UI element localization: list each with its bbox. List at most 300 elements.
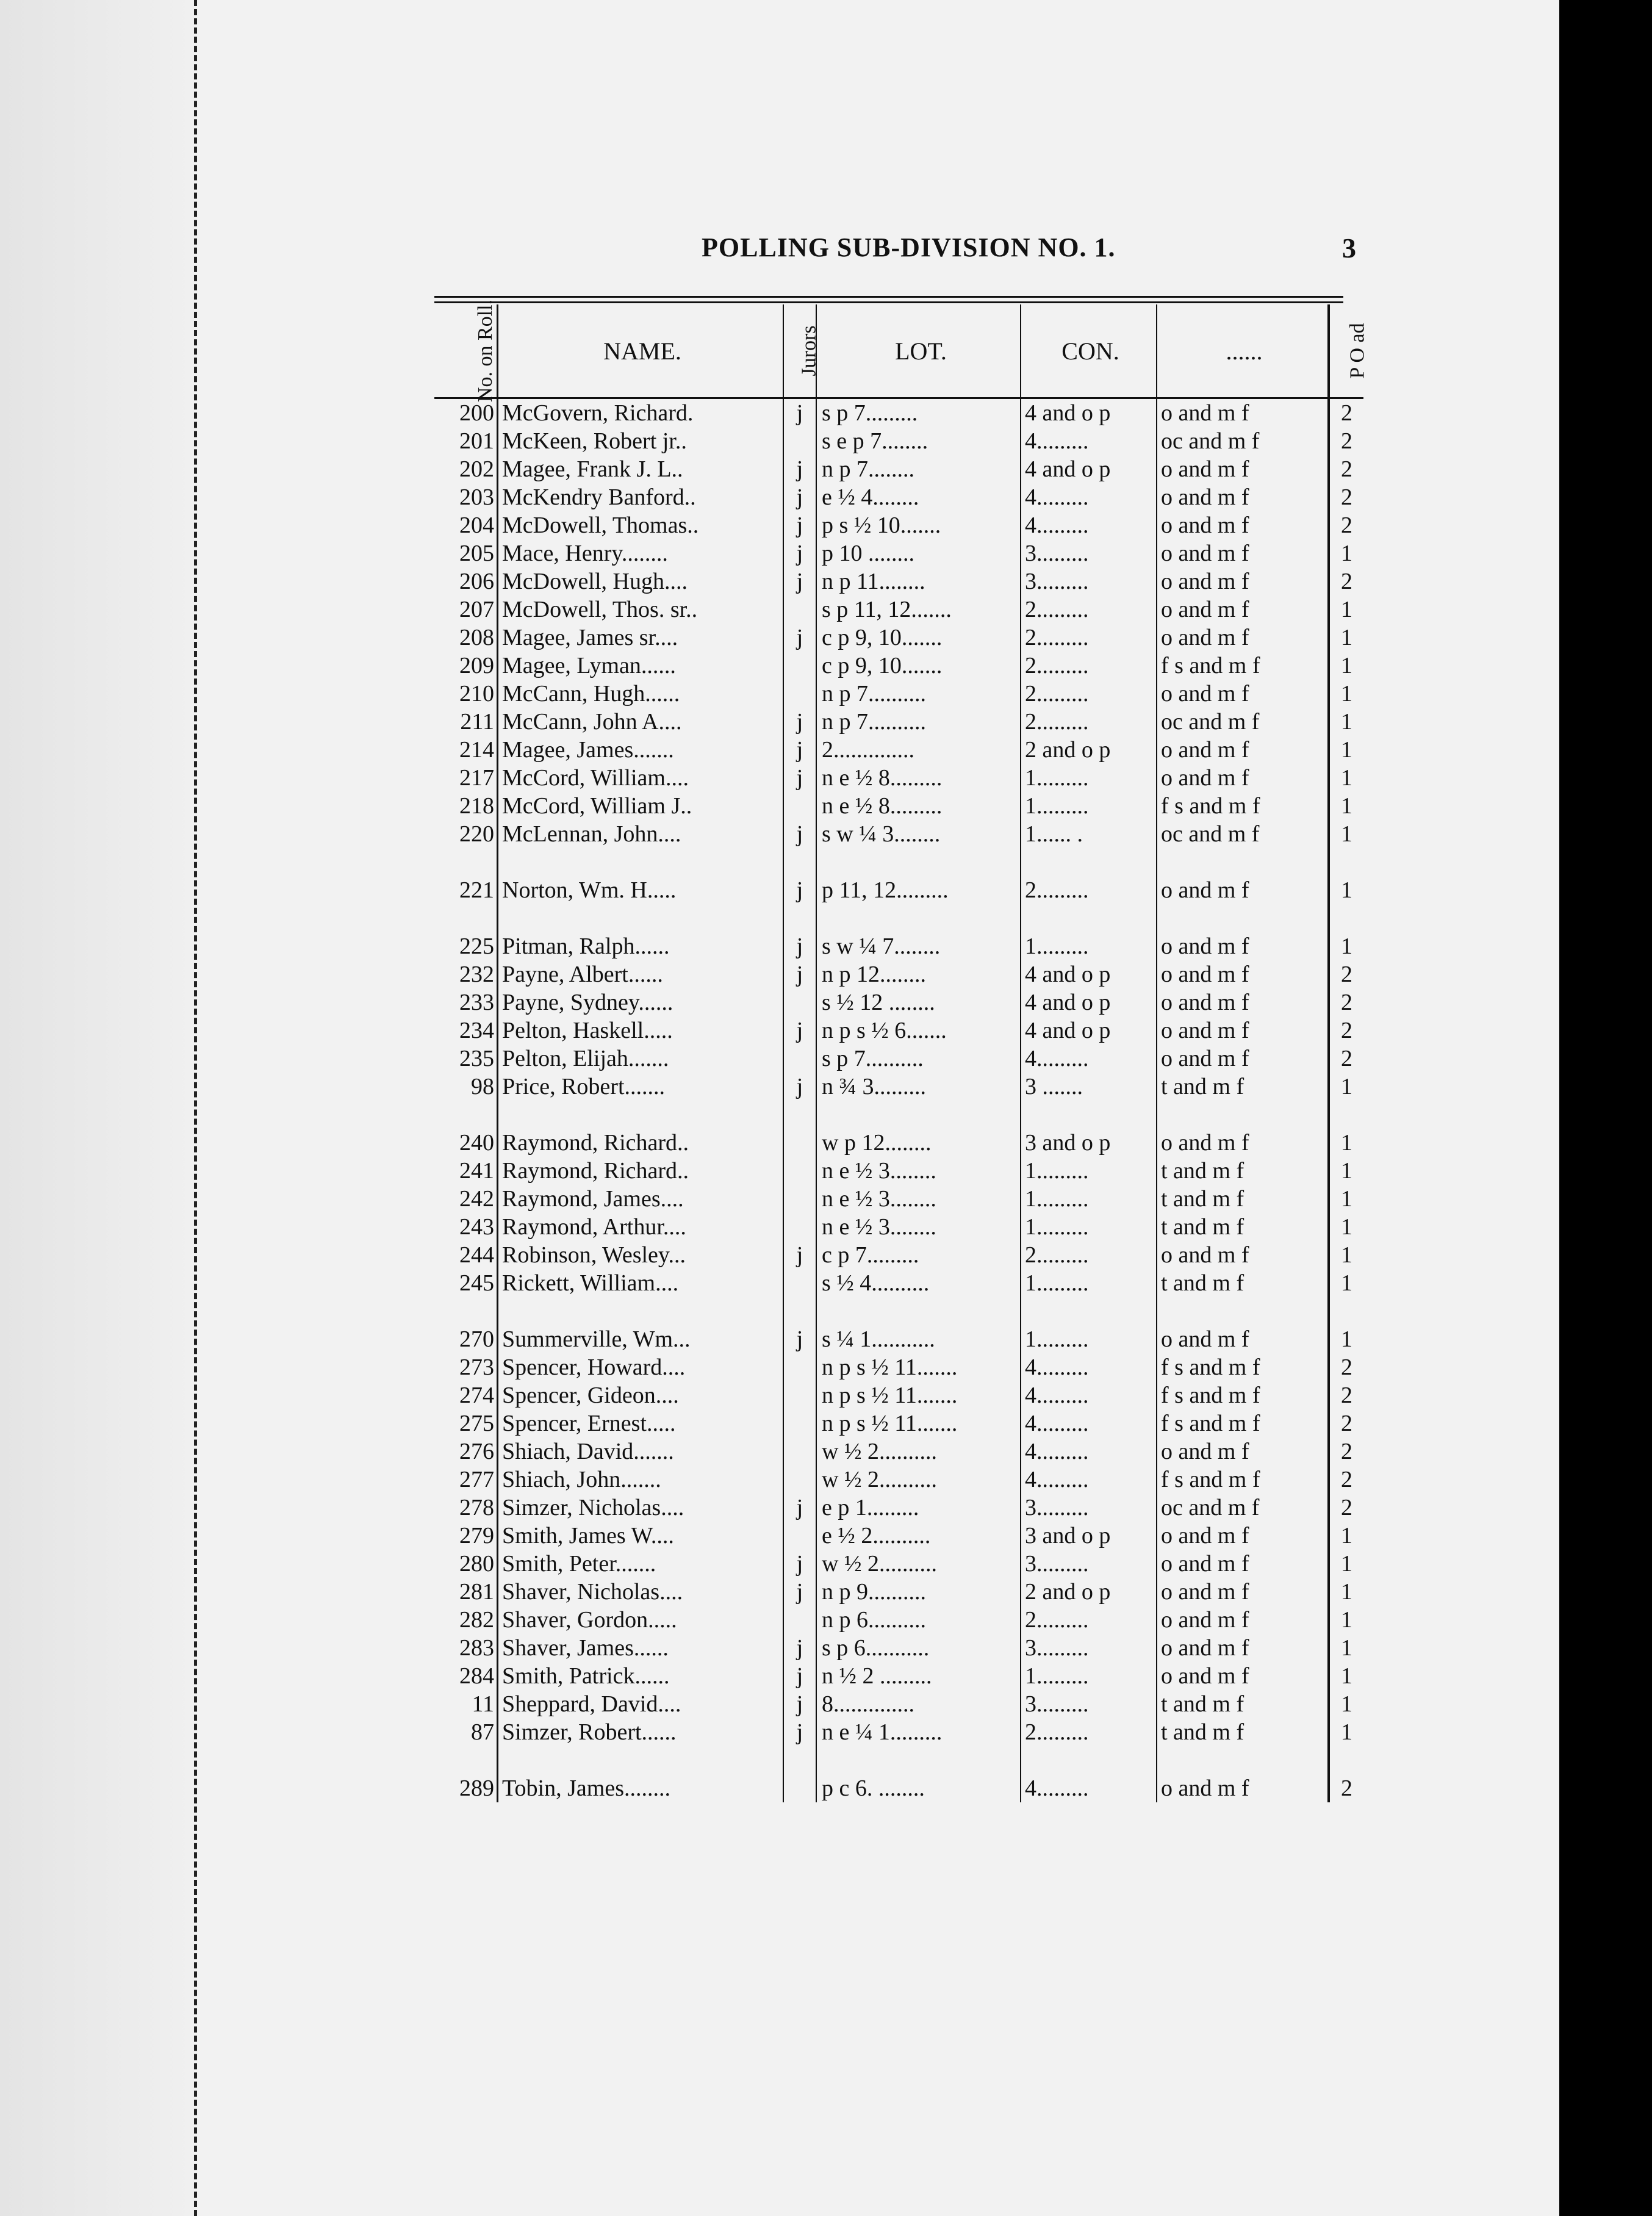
lot-value: p 10 ........	[816, 539, 1021, 567]
po-address-value: 2	[1341, 1775, 1352, 1801]
voter-name: Price, Robert.......	[498, 1073, 784, 1101]
juror-mark	[783, 1381, 816, 1409]
concession-value: 4.........	[1021, 427, 1157, 455]
po-address-value: 2	[1341, 1411, 1352, 1436]
roll-number: 98	[434, 1073, 498, 1101]
juror-mark: j	[783, 1578, 816, 1606]
juror-mark	[783, 1269, 816, 1297]
lot-value: c p 9, 10.......	[816, 652, 1021, 680]
table-row	[434, 1774, 1363, 1802]
table-row	[434, 1522, 1363, 1550]
concession-value: 2.........	[1021, 595, 1157, 624]
table-row	[434, 1381, 1363, 1409]
roll-number: 87	[434, 1718, 498, 1746]
juror-mark: j	[783, 1325, 816, 1353]
roll-number: 234	[434, 1016, 498, 1045]
roll-number: 200	[434, 398, 498, 428]
roll-number: 202	[434, 455, 498, 483]
juror-mark	[783, 1157, 816, 1185]
qualification-value: o and m f	[1157, 988, 1329, 1016]
voter-name: McKendry Banford..	[498, 483, 784, 511]
roll-number: 233	[434, 988, 498, 1016]
qualification-value: o and m f	[1157, 1550, 1329, 1578]
lot-value: n ½ 2 .........	[816, 1662, 1021, 1690]
concession-value: 2 and o p	[1021, 1578, 1157, 1606]
qualification-value: t and m f	[1157, 1269, 1329, 1297]
table-row	[434, 1437, 1363, 1466]
voter-name: Sheppard, David....	[498, 1690, 784, 1718]
table-row	[434, 876, 1363, 904]
roll-number: 221	[434, 876, 498, 904]
roll-number: 206	[434, 567, 498, 595]
po-address-value: 1	[1341, 625, 1352, 650]
po-address-value: 1	[1341, 1607, 1352, 1633]
scan-edge	[1559, 0, 1606, 2216]
qualification-value: oc and m f	[1157, 427, 1329, 455]
voter-name: Simzer, Robert......	[498, 1718, 784, 1746]
voter-name: Payne, Sydney......	[498, 988, 784, 1016]
concession-value: 2.........	[1021, 1718, 1157, 1746]
roll-number: 218	[434, 792, 498, 820]
voter-name: Shaver, James......	[498, 1634, 784, 1662]
lot-value: n p 12........	[816, 960, 1021, 988]
concession-value: 1.........	[1021, 1185, 1157, 1213]
table-row	[434, 511, 1363, 539]
qualification-value: o and m f	[1157, 624, 1329, 652]
po-address-value: 1	[1341, 821, 1352, 847]
group-spacer	[434, 904, 1363, 932]
concession-value: 3.........	[1021, 1634, 1157, 1662]
juror-mark	[783, 595, 816, 624]
lot-value: n p 7..........	[816, 708, 1021, 736]
voter-name: Shaver, Gordon.....	[498, 1606, 784, 1634]
table-row	[434, 1494, 1363, 1522]
voter-name: Magee, James sr....	[498, 624, 784, 652]
lot-value: p s ½ 10.......	[816, 511, 1021, 539]
roll-number: 244	[434, 1241, 498, 1269]
juror-mark	[783, 1774, 816, 1802]
voter-name: Summerville, Wm...	[498, 1325, 784, 1353]
qualification-value: o and m f	[1157, 1325, 1329, 1353]
concession-value: 3.........	[1021, 1550, 1157, 1578]
juror-mark: j	[783, 539, 816, 567]
lot-value: c p 7.........	[816, 1241, 1021, 1269]
concession-value: 4 and o p	[1021, 398, 1157, 428]
perforation-line	[194, 0, 197, 2216]
po-address-value: 1	[1341, 1130, 1352, 1156]
table-row	[434, 652, 1363, 680]
col-name: NAME.	[498, 304, 784, 398]
po-address-value: 1	[1341, 1242, 1352, 1268]
po-address-value: 2	[1341, 1383, 1352, 1408]
qualification-value: f s and m f	[1157, 1409, 1329, 1437]
roll-number: 278	[434, 1494, 498, 1522]
lot-value: n p s ½ 11.......	[816, 1381, 1021, 1409]
table-row	[434, 1213, 1363, 1241]
page-title: POLLING SUB-DIVISION NO. 1.	[702, 232, 1116, 262]
concession-value: 2.........	[1021, 1241, 1157, 1269]
qualification-value: o and m f	[1157, 1634, 1329, 1662]
roll-number: 275	[434, 1409, 498, 1437]
lot-value: n e ¼ 1.........	[816, 1718, 1021, 1746]
qualification-value: f s and m f	[1157, 792, 1329, 820]
lot-value: n p 11........	[816, 567, 1021, 595]
lot-value: e p 1.........	[816, 1494, 1021, 1522]
lot-value: w ½ 2..........	[816, 1466, 1021, 1494]
roll-number: 281	[434, 1578, 498, 1606]
roll-number: 220	[434, 820, 498, 848]
juror-mark: j	[783, 483, 816, 511]
po-address-value: 1	[1341, 1158, 1352, 1184]
po-address-value: 1	[1341, 1579, 1352, 1605]
voter-name: Raymond, Richard..	[498, 1157, 784, 1185]
po-address-value: 1	[1341, 793, 1352, 819]
table-row	[434, 1718, 1363, 1746]
table-body	[434, 398, 1363, 1803]
juror-mark: j	[783, 1073, 816, 1101]
concession-value: 1.........	[1021, 1325, 1157, 1353]
po-address-value: 1	[1341, 597, 1352, 622]
juror-mark: j	[783, 1690, 816, 1718]
roll-number: 11	[434, 1690, 498, 1718]
qualification-value: o and m f	[1157, 736, 1329, 764]
lot-value: w ½ 2..........	[816, 1550, 1021, 1578]
roll-number: 280	[434, 1550, 498, 1578]
lot-value: w ½ 2..........	[816, 1437, 1021, 1466]
page-header	[0, 232, 1606, 275]
voters-table	[434, 299, 1369, 1802]
lot-value: 8..............	[816, 1690, 1021, 1718]
lot-value: n p 9..........	[816, 1578, 1021, 1606]
voter-name: McDowell, Thos. sr..	[498, 595, 784, 624]
roll-number: 243	[434, 1213, 498, 1241]
roll-number: 225	[434, 932, 498, 960]
table-row	[434, 1606, 1363, 1634]
voter-name: McLennan, John....	[498, 820, 784, 848]
qualification-value: o and m f	[1157, 1578, 1329, 1606]
col-lot: LOT.	[816, 304, 1021, 398]
qualification-value: o and m f	[1157, 539, 1329, 567]
qualification-value: t and m f	[1157, 1718, 1329, 1746]
roll-number: 284	[434, 1662, 498, 1690]
table-row	[434, 1269, 1363, 1297]
roll-number: 273	[434, 1353, 498, 1381]
roll-number: 282	[434, 1606, 498, 1634]
po-address-value: 2	[1341, 1354, 1352, 1380]
concession-value: 4.........	[1021, 511, 1157, 539]
qualification-value: t and m f	[1157, 1213, 1329, 1241]
voter-name: Spencer, Gideon....	[498, 1381, 784, 1409]
table-row	[434, 764, 1363, 792]
qualification-value: o and m f	[1157, 764, 1329, 792]
qualification-value: o and m f	[1157, 1606, 1329, 1634]
juror-mark: j	[783, 960, 816, 988]
voter-name: Magee, James.......	[498, 736, 784, 764]
qualification-value: o and m f	[1157, 932, 1329, 960]
qualification-value: o and m f	[1157, 680, 1329, 708]
concession-value: 4.........	[1021, 1437, 1157, 1466]
po-address-value: 1	[1341, 1551, 1352, 1577]
concession-value: 1.........	[1021, 1213, 1157, 1241]
voter-name: Smith, Patrick......	[498, 1662, 784, 1690]
po-address-value: 1	[1341, 653, 1352, 678]
concession-value: 3 and o p	[1021, 1522, 1157, 1550]
roll-number: 276	[434, 1437, 498, 1466]
concession-value: 4.........	[1021, 483, 1157, 511]
po-address-value: 1	[1341, 541, 1352, 566]
table-row	[434, 1690, 1363, 1718]
lot-value: c p 9, 10.......	[816, 624, 1021, 652]
lot-value: s e p 7........	[816, 427, 1021, 455]
lot-value: w p 12........	[816, 1129, 1021, 1157]
concession-value: 4.........	[1021, 1045, 1157, 1073]
concession-value: 4.........	[1021, 1381, 1157, 1409]
concession-value: 4 and o p	[1021, 455, 1157, 483]
juror-mark: j	[783, 1016, 816, 1045]
po-address-value: 2	[1341, 990, 1352, 1015]
po-address-value: 1	[1341, 1326, 1352, 1352]
po-address-value: 2	[1341, 1018, 1352, 1043]
voter-name: McCann, John A....	[498, 708, 784, 736]
roll-number: 201	[434, 427, 498, 455]
table-row	[434, 1241, 1363, 1269]
po-address-value: 2	[1341, 1467, 1352, 1492]
roll-number: 210	[434, 680, 498, 708]
group-spacer	[434, 848, 1363, 876]
voter-name: Shiach, John.......	[498, 1466, 784, 1494]
lot-value: s ½ 12 ........	[816, 988, 1021, 1016]
concession-value: 4.........	[1021, 1353, 1157, 1381]
juror-mark	[783, 1213, 816, 1241]
lot-value: n p 7........	[816, 455, 1021, 483]
lot-value: n e ½ 3........	[816, 1157, 1021, 1185]
po-address-value: 2	[1341, 456, 1352, 482]
table-row	[434, 567, 1363, 595]
voter-name: Magee, Frank J. L..	[498, 455, 784, 483]
qualification-value: o and m f	[1157, 1774, 1329, 1802]
po-address-value: 2	[1341, 1046, 1352, 1071]
lot-value: s w ¼ 3........	[816, 820, 1021, 848]
roll-number: 289	[434, 1774, 498, 1802]
qualification-value: f s and m f	[1157, 1381, 1329, 1409]
po-address-value: 1	[1341, 1186, 1352, 1212]
roll-number: 211	[434, 708, 498, 736]
table-row	[434, 1353, 1363, 1381]
group-spacer	[434, 1101, 1363, 1129]
po-address-value: 1	[1341, 934, 1352, 959]
roll-number: 277	[434, 1466, 498, 1494]
qualification-value: o and m f	[1157, 1045, 1329, 1073]
lot-value: n e ½ 3........	[816, 1213, 1021, 1241]
lot-value: n p 7..........	[816, 680, 1021, 708]
voter-name: Raymond, Arthur....	[498, 1213, 784, 1241]
table-row	[434, 1157, 1363, 1185]
table-row	[434, 1045, 1363, 1073]
voter-name: Payne, Albert......	[498, 960, 784, 988]
concession-value: 4 and o p	[1021, 1016, 1157, 1045]
table-row	[434, 1466, 1363, 1494]
roll-number: 232	[434, 960, 498, 988]
col-blank: ......	[1157, 304, 1329, 398]
table-row	[434, 1016, 1363, 1045]
voter-name: Shiach, David.......	[498, 1437, 784, 1466]
table-row	[434, 624, 1363, 652]
concession-value: 1.........	[1021, 792, 1157, 820]
col-po-address: P O ad	[1329, 304, 1363, 398]
voter-name: Robinson, Wesley...	[498, 1241, 784, 1269]
table-row	[434, 960, 1363, 988]
voter-name: Pitman, Ralph......	[498, 932, 784, 960]
qualification-value: oc and m f	[1157, 1494, 1329, 1522]
po-address-value: 1	[1341, 1074, 1352, 1099]
table-row	[434, 792, 1363, 820]
roll-number: 283	[434, 1634, 498, 1662]
concession-value: 4 and o p	[1021, 988, 1157, 1016]
concession-value: 4.........	[1021, 1466, 1157, 1494]
lot-value: s p 6...........	[816, 1634, 1021, 1662]
po-address-value: 1	[1341, 1663, 1352, 1689]
po-address-value: 2	[1341, 1495, 1352, 1520]
concession-value: 1.........	[1021, 764, 1157, 792]
juror-mark	[783, 1353, 816, 1381]
po-address-value: 2	[1341, 569, 1352, 594]
juror-mark: j	[783, 1550, 816, 1578]
qualification-value: f s and m f	[1157, 1466, 1329, 1494]
juror-mark: j	[783, 398, 816, 428]
roll-number: 208	[434, 624, 498, 652]
qualification-value: o and m f	[1157, 483, 1329, 511]
qualification-value: f s and m f	[1157, 1353, 1329, 1381]
juror-mark	[783, 1522, 816, 1550]
table-row	[434, 708, 1363, 736]
header-row	[434, 304, 1363, 398]
po-address-value: 2	[1341, 428, 1352, 454]
qualification-value: t and m f	[1157, 1073, 1329, 1101]
juror-mark: j	[783, 1662, 816, 1690]
roll-number: 279	[434, 1522, 498, 1550]
qualification-value: o and m f	[1157, 876, 1329, 904]
concession-value: 2.........	[1021, 708, 1157, 736]
voter-name: Spencer, Ernest.....	[498, 1409, 784, 1437]
lot-value: s ¼ 1...........	[816, 1325, 1021, 1353]
voter-name: McDowell, Hugh....	[498, 567, 784, 595]
voter-name: McCord, William J..	[498, 792, 784, 820]
juror-mark: j	[783, 876, 816, 904]
roll-number: 241	[434, 1157, 498, 1185]
juror-mark	[783, 1606, 816, 1634]
voter-name: Pelton, Haskell.....	[498, 1016, 784, 1045]
table-row	[434, 455, 1363, 483]
table-row	[434, 427, 1363, 455]
voter-name: Raymond, Richard..	[498, 1129, 784, 1157]
table-row	[434, 820, 1363, 848]
juror-mark: j	[783, 511, 816, 539]
juror-mark	[783, 792, 816, 820]
group-spacer	[434, 1297, 1363, 1325]
juror-mark: j	[783, 455, 816, 483]
lot-value: s p 7.........	[816, 398, 1021, 428]
col-no-on-roll: No. on Roll.	[434, 304, 498, 398]
qualification-value: t and m f	[1157, 1690, 1329, 1718]
table-row	[434, 1409, 1363, 1437]
concession-value: 3.........	[1021, 539, 1157, 567]
roll-number: 209	[434, 652, 498, 680]
col-con: CON.	[1021, 304, 1157, 398]
lot-value: p 11, 12.........	[816, 876, 1021, 904]
qualification-value: o and m f	[1157, 567, 1329, 595]
voter-name: McGovern, Richard.	[498, 398, 784, 428]
lot-value: n e ½ 3........	[816, 1185, 1021, 1213]
concession-value: 3.........	[1021, 1690, 1157, 1718]
lot-value: e ½ 2..........	[816, 1522, 1021, 1550]
po-address-value: 1	[1341, 877, 1352, 903]
voter-name: Shaver, Nicholas....	[498, 1578, 784, 1606]
table-row	[434, 736, 1363, 764]
juror-mark: j	[783, 1718, 816, 1746]
concession-value: 2.........	[1021, 1606, 1157, 1634]
po-address-value: 1	[1341, 1270, 1352, 1296]
table-row	[434, 1634, 1363, 1662]
table-row	[434, 1578, 1363, 1606]
page-number: 3	[1342, 232, 1356, 264]
lot-value: n ¾ 3.........	[816, 1073, 1021, 1101]
voter-name: Smith, James W....	[498, 1522, 784, 1550]
concession-value: 2.........	[1021, 680, 1157, 708]
group-spacer	[434, 1746, 1363, 1774]
juror-mark	[783, 1437, 816, 1466]
po-address-value: 2	[1341, 962, 1352, 987]
juror-mark: j	[783, 1241, 816, 1269]
qualification-value: o and m f	[1157, 511, 1329, 539]
juror-mark: j	[783, 820, 816, 848]
concession-value: 3.........	[1021, 567, 1157, 595]
voter-name: McCord, William....	[498, 764, 784, 792]
voter-name: Raymond, James....	[498, 1185, 784, 1213]
concession-value: 2.........	[1021, 652, 1157, 680]
juror-mark	[783, 680, 816, 708]
roll-number: 203	[434, 483, 498, 511]
concession-value: 1.........	[1021, 932, 1157, 960]
qualification-value: t and m f	[1157, 1185, 1329, 1213]
concession-value: 4.........	[1021, 1774, 1157, 1802]
roll-number: 235	[434, 1045, 498, 1073]
qualification-value: o and m f	[1157, 1129, 1329, 1157]
po-address-value: 1	[1341, 681, 1352, 707]
juror-mark	[783, 652, 816, 680]
po-address-value: 1	[1341, 737, 1352, 763]
roll-number: 217	[434, 764, 498, 792]
juror-mark	[783, 1045, 816, 1073]
lot-value: p c 6. ........	[816, 1774, 1021, 1802]
concession-value: 3 and o p	[1021, 1129, 1157, 1157]
concession-value: 1...... .	[1021, 820, 1157, 848]
roll-number: 205	[434, 539, 498, 567]
juror-mark: j	[783, 624, 816, 652]
roll-number: 245	[434, 1269, 498, 1297]
po-address-value: 2	[1341, 513, 1352, 538]
table-row	[434, 483, 1363, 511]
table-row	[434, 398, 1363, 428]
voter-name: Tobin, James........	[498, 1774, 784, 1802]
roll-number: 214	[434, 736, 498, 764]
juror-mark	[783, 1466, 816, 1494]
po-address-value: 1	[1341, 1214, 1352, 1240]
po-address-value: 1	[1341, 709, 1352, 735]
voter-name: Mace, Henry........	[498, 539, 784, 567]
juror-mark: j	[783, 932, 816, 960]
lot-value: n p s ½ 6.......	[816, 1016, 1021, 1045]
table-row	[434, 595, 1363, 624]
